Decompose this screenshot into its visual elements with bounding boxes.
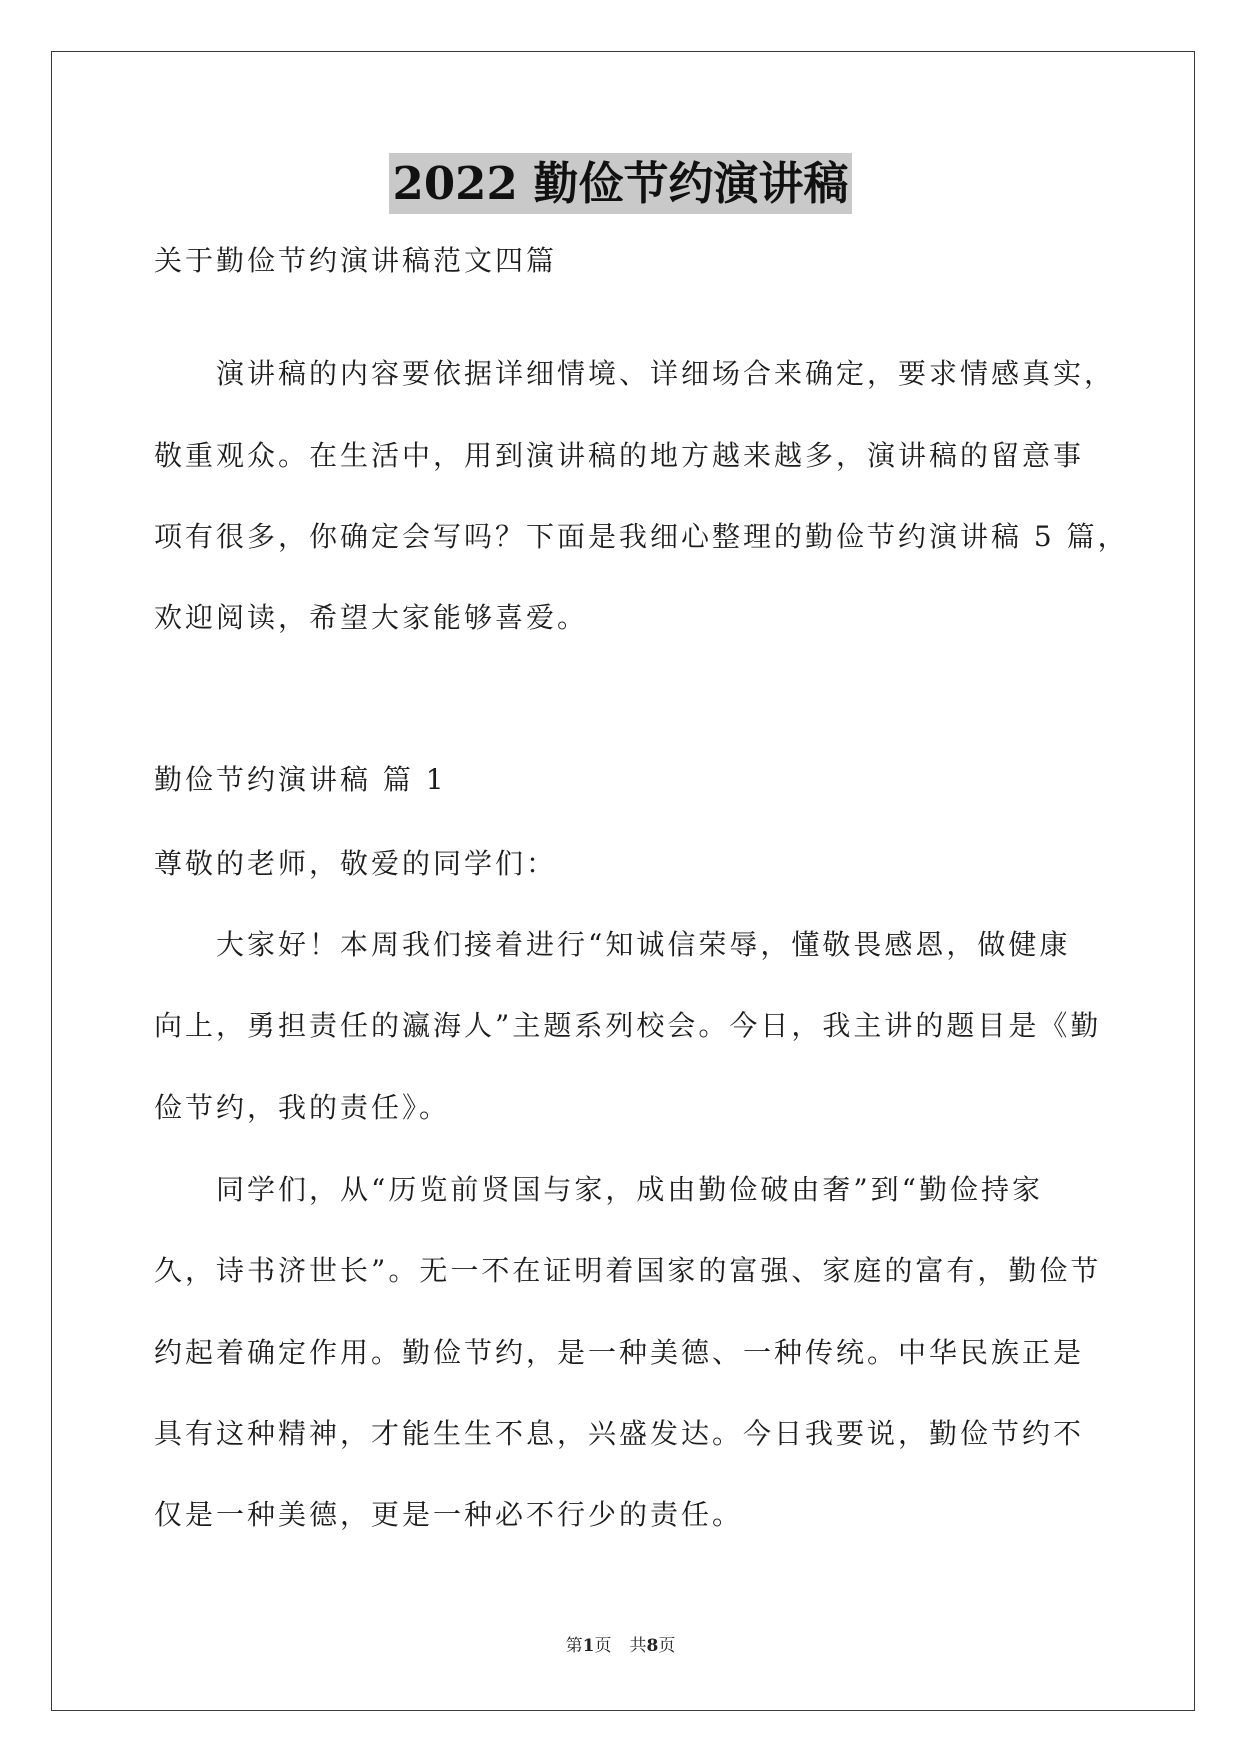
paragraph-line: 演讲稿的内容要依据详细情境、详细场合来确定，要求情感真实， xyxy=(216,357,1116,390)
paragraph-line: 具有这种精神，才能生生不息，兴盛发达。今日我要说，勤俭节约不 xyxy=(154,1417,1085,1450)
page-prefix: 第 xyxy=(565,1636,583,1656)
paragraph-line: 欢迎阅读，希望大家能够喜爱。 xyxy=(154,601,589,634)
paragraph-line: 俭节约，我的责任》。 xyxy=(154,1091,451,1124)
section-heading: 勤俭节约演讲稿 篇 1 xyxy=(154,763,447,796)
paragraph-line: 久，诗书济世长”。无一不在证明着国家的富强、家庭的富有，勤俭节 xyxy=(154,1254,1102,1287)
paragraph-line: 约起着确定作用。勤俭节约，是一种美德、一种传统。中华民族正是 xyxy=(154,1336,1085,1369)
paragraph-line: 项有很多，你确定会写吗？下面是我细心整理的勤俭节约演讲稿 5 篇， xyxy=(154,520,1129,553)
page-number: 1 xyxy=(582,1636,595,1656)
page-footer xyxy=(0,1634,1241,1658)
paragraph-line: 敬重观众。在生活中，用到演讲稿的地方越来越多，演讲稿的留意事 xyxy=(154,439,1085,472)
total-pages: 8 xyxy=(646,1636,659,1656)
paragraph-line: 向上，勇担责任的瀛海人”主题系列校会。今日，我主讲的题目是《勤 xyxy=(154,1009,1102,1042)
page-suffix: 页 xyxy=(594,1636,612,1656)
total-prefix: 共 xyxy=(629,1636,647,1656)
document-title: 2022 勤俭节约演讲稿 xyxy=(389,153,853,214)
document-subtitle: 关于勤俭节约演讲稿范文四篇 xyxy=(154,244,558,277)
paragraph-line: 大家好！本周我们接着进行“知诚信荣辱，懂敬畏感恩，做健康 xyxy=(216,928,1071,961)
salutation: 尊敬的老师，敬爱的同学们： xyxy=(154,847,558,880)
title-container xyxy=(0,153,1241,214)
total-suffix: 页 xyxy=(658,1636,676,1656)
paragraph-line: 仅是一种美德，更是一种必不行少的责任。 xyxy=(154,1498,744,1531)
paragraph-line: 同学们，从“历览前贤国与家，成由勤俭破由奢”到“勤俭持家 xyxy=(216,1173,1043,1206)
